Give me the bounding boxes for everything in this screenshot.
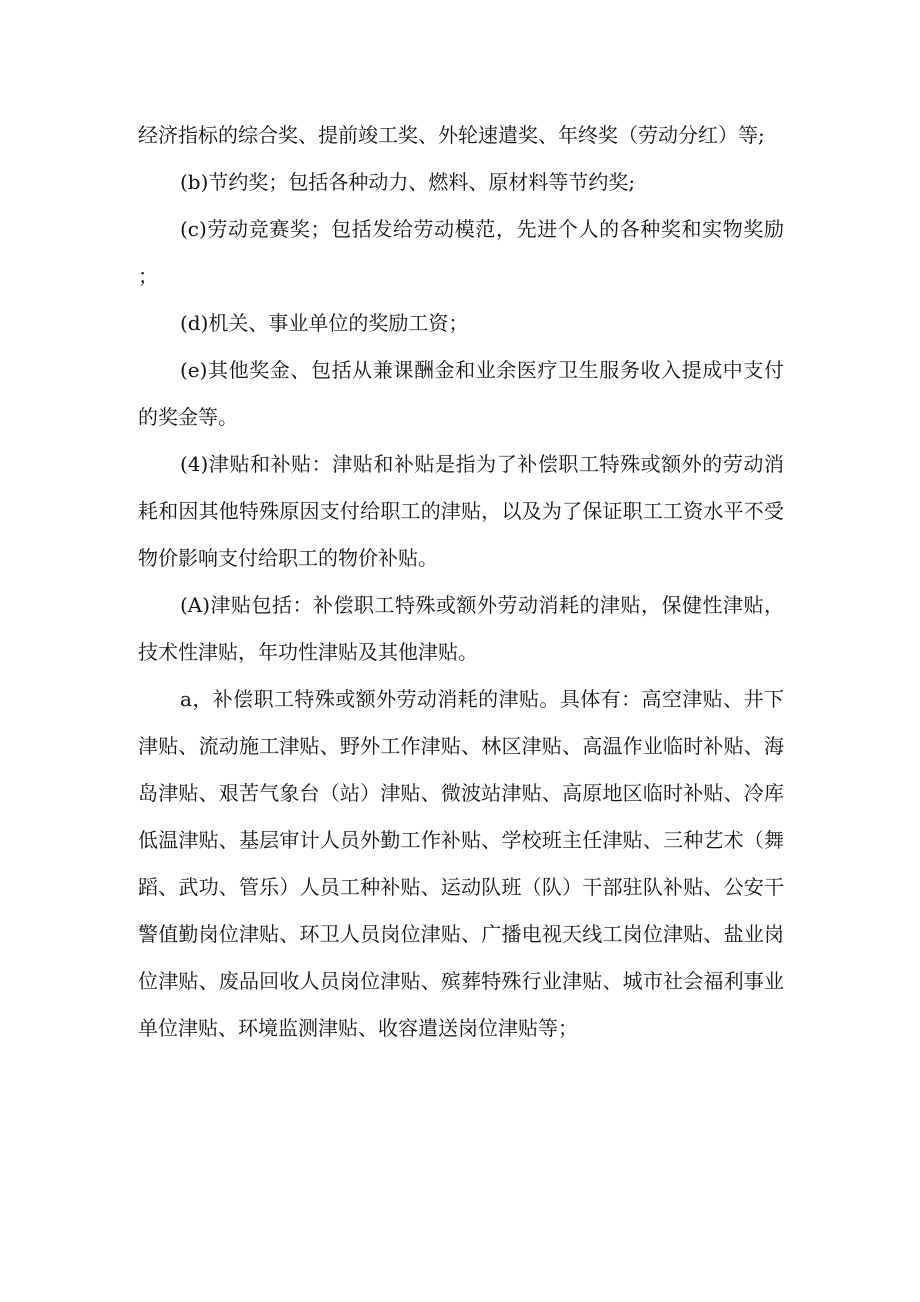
paragraph-item-e: (e)其他奖金、包括从兼课酬金和业余医疗卫生服务收入提成中支付的奖金等。 — [138, 358, 784, 429]
paragraph-item-c: (c)劳动竞赛奖；包括发给劳动模范，先进个人的各种奖和实物奖励； — [138, 217, 784, 288]
paragraph-item-b: (b)节约奖；包括各种动力、燃料、原材料等节约奖; — [180, 170, 636, 194]
paragraph-item-a-lower: a，补偿职工特殊或额外劳动消耗的津贴。具体有：高空津贴、井下津贴、流动施工津贴、野外工作津贴、林区津贴、高温作业临时补贴、海岛津贴、艰苦气象台（站）津贴、微波站津贴、高原地区临时补贴、冷库低温津贴、基层审计人员外勤工作补贴、学校班主任津贴、三种艺术（舞蹈、武功、管乐）人员工种补贴、运动队班（队）干部驻队补贴、公安干警值勤岗位津贴、环卫人员岗位津贴、广播电视天线工岗位津贴、盐业岗位津贴、废品回收人员岗位津贴、殡葬特殊行业津贴、城市社会福利事业单位津贴、环境监测津贴、收容遣送岗位津贴等； — [138, 687, 784, 1040]
paragraph-section-4: (4)津贴和补贴：津贴和补贴是指为了补偿职工特殊或额外的劳动消耗和因其他特殊原因支付给职工的津贴，以及为了保证职工工资水平不受物价影响支付给职工的物价补贴。 — [138, 452, 784, 570]
paragraph-item-d: (d)机关、事业单位的奖励工资； — [180, 311, 469, 335]
paragraph-section-a-upper: (A)津贴包括：补偿职工特殊或额外劳动消耗的津贴，保健性津贴，技术性津贴，年功性津贴及其他津贴。 — [138, 593, 784, 664]
document-body — [138, 112, 784, 1052]
paragraph-continuation: 经济指标的综合奖、提前竣工奖、外轮速遣奖、年终奖（劳动分红）等; — [138, 123, 765, 147]
